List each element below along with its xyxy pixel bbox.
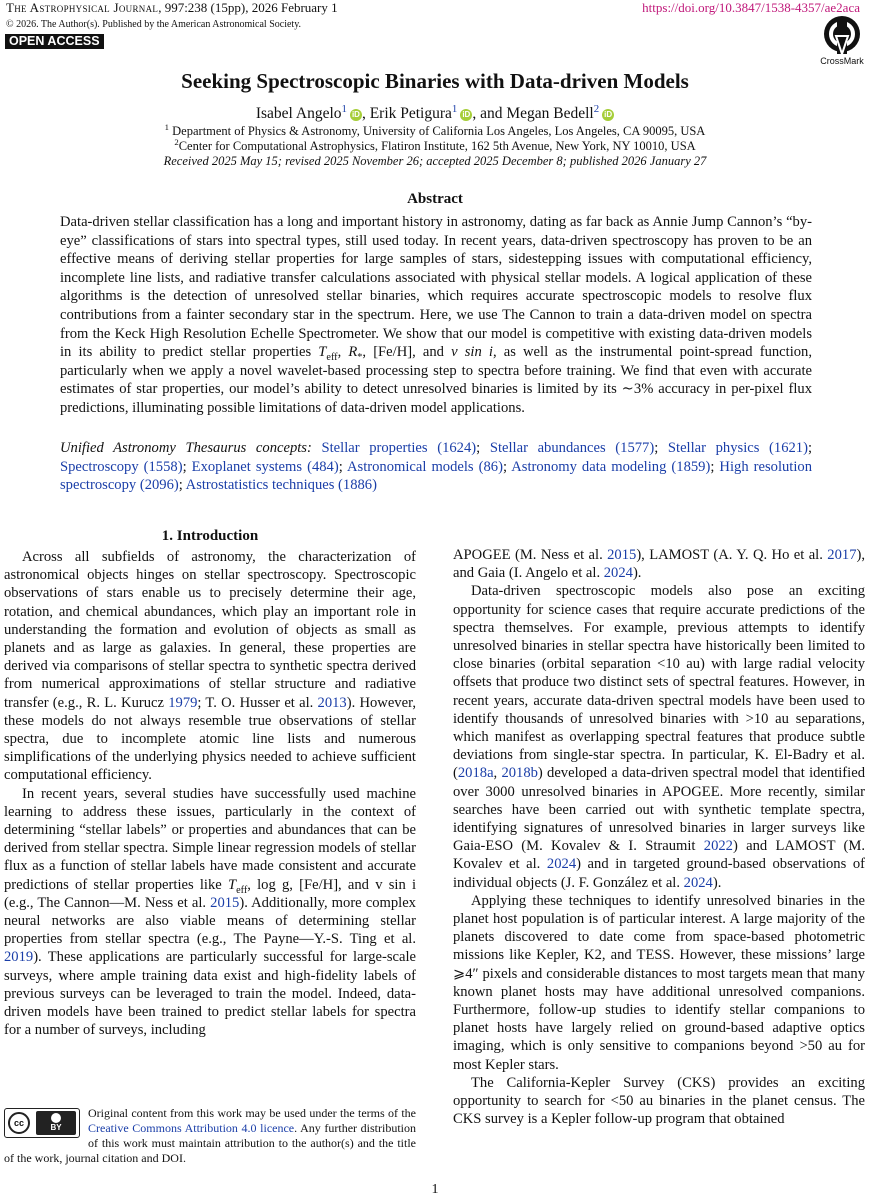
copyright-notice: © 2026. The Author(s). Published by the American Astronomical Society. <box>6 19 302 30</box>
rstar-subscript: * <box>357 352 363 364</box>
paragraph-text: ), LAMOST (A. Y. Q. Ho et al. <box>636 547 828 563</box>
cc-icon: cc <box>8 1112 30 1134</box>
journal-citation-line <box>6 0 338 16</box>
uat-separator: ; <box>476 440 490 456</box>
uat-separator: ; <box>182 458 192 475</box>
abstract-part: Data-driven stellar classification has a long and important history in astronomy, dating as far back as Annie Jump Cannon’s “by-eye” classifications of stars into spectral types, still used today. In recent years, data-driven spectroscopy has proven to be an effective means of deriving stellar properties for large samples of stars, sidestepping issues with computational efficiency, incomplete line lists, and radiative transfer calculations associated with physical stellar models. A logical application of these algorithms is the detection of unresolved stellar binaries, which requires accurate spectroscopic models to resolve flux contributions from a fainter secondary star in the spectrum. Here, we use The Cannon to train a data-driven model on spectra from the Keck High Resolution Echelle Spectrometer. We show that our model is competitive with existing data-driven models in its ability to predict stellar properties <box>60 214 812 361</box>
author-separator: , <box>361 105 370 122</box>
author-list <box>0 104 870 124</box>
orcid-icon[interactable]: iD <box>351 110 360 119</box>
license-text: . Any further distribution of this work must maintain attribution to the author(s) and the title of the work, journal citation and DOI. <box>4 1121 416 1165</box>
paragraph-text: ). <box>632 565 642 582</box>
citation-link[interactable]: 2015 <box>607 547 637 563</box>
paragraph-text: ) developed a data-driven spectral model that identified over 3000 unresolved binaries in APOGEE. More recently, similar searches have been carried out with synthetic template spectra, identifying signatures of unresolved binaries in larger surveys like Gaia-ESO (M. Kovalev & I. Straumit <box>453 765 865 855</box>
paper-title: Seeking Spectroscopic Binaries with Data-driven Models <box>181 69 689 93</box>
left-column <box>4 526 416 1039</box>
paragraph <box>4 785 416 1040</box>
uat-concept-link[interactable]: Astronomy data modeling (1859) <box>511 458 711 475</box>
uat-separator: ; <box>654 440 668 456</box>
uat-label: Unified Astronomy Thesaurus concepts: <box>60 440 312 456</box>
page-number: 1 <box>431 1182 439 1197</box>
orcid-icon[interactable]: iD <box>604 110 613 119</box>
uat-concept-link[interactable]: Stellar physics (1621) <box>667 440 808 456</box>
citation-link[interactable]: 2018a <box>457 765 494 782</box>
affiliation-text: Department of Physics & Astronomy, University of California Los Angeles, Los Angeles, CA 90095, USA <box>172 124 706 138</box>
uat-concept-link[interactable]: Astrostatistics techniques (1886) <box>185 477 377 494</box>
affiliation-2 <box>0 136 870 154</box>
license-link[interactable]: Creative Commons Attribution 4.0 licence <box>88 1121 295 1135</box>
section-heading-introduction: 1. Introduction <box>161 528 259 544</box>
paragraph: Applying these techniques to identify unresolved binaries in the planet host population is of particular interest. A large majority of the planets discovered to date come from space-based photometric missions like Kepler, K2, and TESS. However, these missions’ large ⩾4″ pixels and considerable distances to most targets mean that many known planet hosts may have additional unresolved companions. Furthermore, follow-up studies to identify stellar companions to planet hosts have largely relied on ground-based adaptive optics imaging, which is only sensitive to companions beyond >50 au for most Kepler stars. <box>453 892 865 1073</box>
uat-concept-link[interactable]: Spectroscopy (1558) <box>60 458 183 475</box>
affiliation-1 <box>0 121 870 139</box>
right-column <box>453 546 865 1129</box>
crossmark-button[interactable] <box>818 14 866 70</box>
paragraph-text: ; T. O. Husser et al. <box>197 694 318 711</box>
citation-link[interactable]: 2024 <box>603 565 633 582</box>
paragraph-text: APOGEE (M. Ness et al. <box>453 547 608 563</box>
abstract-part: , as well as the instrumental point-spread function, particularly when we apply a novel wavelet-based processing step to spectra before training. We find that even with accurate estimates of star properties, our model’s ability to detect unresolved binaries is limited by its ∼3% accuracy in per-pixel flux predictions, illuminating possible limitations of data-driven model applications. <box>60 344 812 416</box>
author-separator: , and <box>472 105 507 122</box>
paragraph: The California-Kepler Survey (CKS) provides an exciting opportunity to search for <50 au binaries in the planet census. The CKS survey is a Kepler follow-up program that obtained <box>453 1074 865 1128</box>
license-notice <box>4 1106 416 1166</box>
uat-separator: ; <box>502 458 512 475</box>
vsini-symbol: v sin i <box>451 344 493 361</box>
uat-concept-link[interactable]: Exoplanet systems (484) <box>191 458 339 475</box>
paragraph-text: Across all subfields of astronomy, the characterization of astronomical objects hinges on stellar spectroscopy. Spectroscopic observations of stars enable us to precisely determine their age, rotation, and chemical abundances, which play an important role in understanding the formation and evolution of objects as small as planets and as large as galaxies. In general, these properties are derived via comparisons of stellar spectra to synthetic spectra derived from numerical approximations of stellar structure and radiative transfer (e.g., R. L. Kurucz <box>4 549 416 711</box>
author-affiliation-marker[interactable]: 1 <box>451 102 458 115</box>
paragraph-text: ). Additionally, more complex neural networks are also viable means of determining stellar properties from stellar spectra (e.g., The Payne—Y.-S. Ting et al. <box>4 894 416 948</box>
crossmark-label: CrossMark <box>820 56 864 66</box>
paragraph <box>453 582 865 891</box>
author-affiliation-marker[interactable]: 2 <box>593 102 600 115</box>
paragraph-text: ), and Gaia (I. Angelo et al. <box>453 547 865 582</box>
publication-dates: Received 2025 May 15; revised 2025 November 26; accepted 2025 December 8; published 2026 January 27 <box>163 154 707 168</box>
paragraph-text: ) and LAMOST (M. Kovalev et al. <box>453 838 865 873</box>
by-icon <box>36 1111 76 1135</box>
teff-symbol: T <box>227 876 237 893</box>
abstract-heading: Abstract <box>407 191 463 207</box>
license-text: Original content from this work may be used under the terms of the <box>88 1106 416 1120</box>
citation-link[interactable]: 2018b <box>501 765 538 782</box>
uat-concepts <box>60 439 812 495</box>
paragraph-text: ). These applications are particularly successful for large-scale surveys, where ample training data exist and high-fidelity labels of previous surveys can be leveraged to train the model. Indeed, data-driven models have been trained to predict stellar labels for spectra for a number of surveys, including <box>4 949 416 1039</box>
teff-subscript: eff <box>236 884 248 896</box>
author-name: Erik Petigura <box>369 105 452 122</box>
abstract-part: , <box>337 344 349 361</box>
affiliation-number: 1 <box>164 121 170 132</box>
paragraph <box>4 548 416 785</box>
paragraph <box>453 546 865 582</box>
author-name: Isabel Angelo <box>255 105 342 122</box>
uat-separator: ; <box>807 440 813 456</box>
paragraph-text: Data-driven spectroscopic models also pose an exciting opportunity for science cases that require accurate predictions of the spectra themselves. For example, previous attempts to identify unresolved binaries in stellar spectra have historically been limited to close binaries (orbital separation <10 au) with large radial velocity offsets that produce two distinct sets of spectral features. However, in recent years, accurate data-driven spectral models have been used to identify thousands of unresolved binaries with >10 au separations, which manifest as overlapping spectral features that produce subtle deviations from single-star spectra. In particular, K. El-Badry et al. ( <box>453 583 865 782</box>
crossmark-icon <box>822 14 862 56</box>
author-affiliation-marker[interactable]: 1 <box>341 102 347 115</box>
by-label: BY <box>50 1123 62 1132</box>
citation-link[interactable]: 2015 <box>210 894 240 911</box>
citation-link[interactable]: 1979 <box>168 694 198 711</box>
citation-link[interactable]: 2024 <box>546 856 577 873</box>
uat-concept-link[interactable]: High resolution spectroscopy (2096) <box>60 458 813 494</box>
paragraph-text: ). However, these models do not always resemble true observations of stellar spectra, due to incomplete atomic line lists and numerous simplifications of the underlying physics needed to achieve sufficient computational efficiency. <box>4 694 416 784</box>
paragraph-text: ) and in targeted ground-based observations of individual objects (J. F. González et al. <box>453 856 865 891</box>
affiliation-number: 2 <box>174 136 179 147</box>
journal-citation: , 997:238 (15pp), 2026 February 1 <box>158 0 338 15</box>
paragraph-text: In recent years, several studies have successfully used machine learning to address these issues, particularly in the context of determining “stellar labels” or properties and abundances that can be derived from stellar spectra. Simple linear regression models of stellar flux as a function of stellar labels have made consistent and accurate predictions of stellar properties like <box>4 785 416 893</box>
cc-by-badge[interactable] <box>4 1108 80 1138</box>
citation-link[interactable]: 2022 <box>703 838 733 855</box>
abstract-part: , [Fe/H], and <box>362 344 452 361</box>
citation-link[interactable]: 2017 <box>827 547 857 563</box>
paragraph-text: ). <box>712 874 722 891</box>
uat-separator: ; <box>178 477 186 494</box>
doi-link[interactable]: https://doi.org/10.3847/1538-4357/ae2aca <box>642 0 860 15</box>
orcid-icon[interactable]: iD <box>462 110 471 119</box>
paragraph-text: , log g, [Fe/H], and v sin i (e.g., The Cannon—M. Ness et al. <box>4 876 417 911</box>
uat-concept-link[interactable]: Stellar properties (1624) <box>321 440 477 456</box>
open-access-badge: OPEN ACCESS <box>5 34 104 49</box>
journal-name: The Astrophysical Journal <box>6 0 159 15</box>
teff-symbol: T <box>318 344 327 361</box>
uat-concept-link[interactable]: Stellar abundances (1577) <box>489 440 655 456</box>
person-icon <box>51 1113 61 1123</box>
citation-link[interactable]: 2019 <box>4 949 34 966</box>
uat-concept-link[interactable]: Astronomical models (86) <box>346 458 503 475</box>
author-name: Megan Bedell <box>506 105 594 122</box>
uat-separator: ; <box>710 458 720 475</box>
paragraph-text: , <box>493 765 502 782</box>
affiliation-text: Center for Computational Astrophysics, Flatiron Institute, 162 5th Avenue, New York, NY 10010, USA <box>178 139 696 153</box>
uat-separator: ; <box>338 458 347 475</box>
teff-subscript: eff <box>326 352 338 364</box>
citation-link[interactable]: 2024 <box>683 874 713 891</box>
citation-link[interactable]: 2013 <box>317 694 347 711</box>
rstar-symbol: R <box>348 344 358 361</box>
abstract-text <box>60 213 812 418</box>
